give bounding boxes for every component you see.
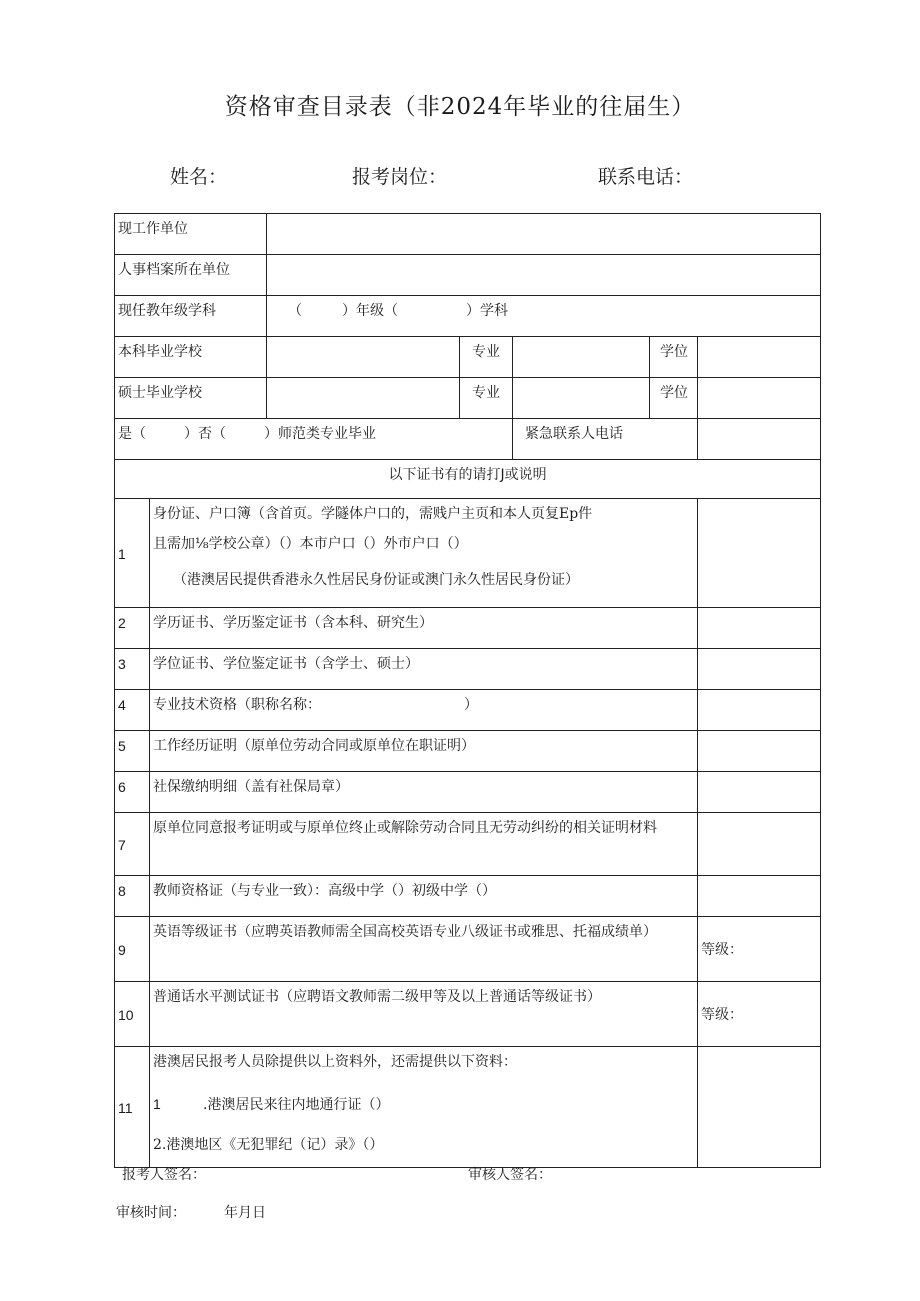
item-description: 英语等级证书（应聘英语教师需全国高校英语专业八级证书或雅思、托福成绩单） xyxy=(150,917,698,982)
master-degree-field[interactable] xyxy=(698,378,821,419)
teaching-grade-text: ）年级（ xyxy=(342,303,398,319)
qualification-table xyxy=(114,213,821,1168)
item-9-grade[interactable]: 等级： xyxy=(698,917,821,982)
item-number: 10 xyxy=(115,982,150,1047)
item-description xyxy=(150,1047,698,1168)
normal-no-text: ）否（ xyxy=(184,426,226,442)
item-5-check[interactable] xyxy=(698,731,821,772)
master-degree-label: 学位 xyxy=(650,378,698,419)
row-teaching xyxy=(115,296,821,337)
section-title: 以下证书有的请打J或说明 xyxy=(115,460,821,499)
item-row-4 xyxy=(115,690,821,731)
item-11-line-2 xyxy=(153,1093,694,1116)
teaching-label: 现任教年级学科 xyxy=(115,296,267,337)
master-school-label: 硕士毕业学校 xyxy=(115,378,267,419)
page-title: 资格审查目录表（非2024年毕业的往届生） xyxy=(224,94,696,120)
item-description xyxy=(150,499,698,608)
undergrad-school-label: 本科毕业学校 xyxy=(115,337,267,378)
item-row-5 xyxy=(115,731,821,772)
item-row-6 xyxy=(115,772,821,813)
item-number: 11 xyxy=(115,1047,150,1168)
item-1-line-3: （港澳居民提供香港永久性居民身份证或澳门永久性居民身份证） xyxy=(173,572,579,588)
teaching-field[interactable] xyxy=(267,296,821,337)
row-current-work-unit xyxy=(115,214,821,255)
row-section-title xyxy=(115,460,821,499)
item-row-1 xyxy=(115,499,821,608)
reviewer-sign-label: 审核人签名： xyxy=(468,1167,552,1183)
current-work-unit-label: 现工作单位 xyxy=(115,214,267,255)
item-7-check[interactable] xyxy=(698,813,821,876)
item-2-check[interactable] xyxy=(698,608,821,649)
item-description: 原单位同意报考证明或与原单位终止或解除劳动合同且无劳动纠纷的相关证明材料 xyxy=(150,813,698,876)
item-row-11 xyxy=(115,1047,821,1168)
emergency-contact-label: 紧急联系人电话 xyxy=(513,419,698,460)
archive-unit-field[interactable] xyxy=(267,255,821,296)
master-school-field[interactable] xyxy=(267,378,460,419)
item-number: 3 xyxy=(115,649,150,690)
undergrad-degree-label: 学位 xyxy=(650,337,698,378)
item-row-3 xyxy=(115,649,821,690)
archive-unit-label: 人事档案所在单位 xyxy=(115,255,267,296)
phone-label: 联系电话： xyxy=(598,166,694,188)
item-number: 9 xyxy=(115,917,150,982)
item-number: 7 xyxy=(115,813,150,876)
normal-yes-text: 是（ xyxy=(118,426,146,442)
item-number: 2 xyxy=(115,608,150,649)
item-1-line-1: 身份证、户口簿（含首页。学隧体户口的，需贱户主页和本人页复Ep件 xyxy=(153,506,593,522)
item-description: 学历证书、学历鉴定证书（含本科、研究生） xyxy=(150,608,698,649)
item-row-7 xyxy=(115,813,821,876)
review-date-text: 年月日 xyxy=(224,1205,266,1221)
item-11-line-1: 港澳居民报考人员除提供以上资料外，还需提供以下资料： xyxy=(153,1054,517,1070)
item-number: 1 xyxy=(115,499,150,608)
item-row-9 xyxy=(115,917,821,982)
undergrad-major-field[interactable] xyxy=(513,337,650,378)
row-undergrad xyxy=(115,337,821,378)
item-1-line-2: 且需加⅛学校公章）（）本市户口（）外市户口（） xyxy=(153,536,468,552)
item-11-line-2-num: 1 xyxy=(153,1096,161,1112)
item-10-grade[interactable]: 等级： xyxy=(698,982,821,1047)
item-description: 学位证书、学位鉴定证书（含学士、硕士） xyxy=(150,649,698,690)
item-description: 普通话水平测试证书（应聘语文教师需二级甲等及以上普通话等级证书） xyxy=(150,982,698,1047)
undergrad-degree-field[interactable] xyxy=(698,337,821,378)
item-description: 工作经历证明（原单位劳动合同或原单位在职证明） xyxy=(150,731,698,772)
teaching-subject-text: ）学科 xyxy=(466,303,508,319)
item-11-check[interactable] xyxy=(698,1047,821,1168)
item-3-check[interactable] xyxy=(698,649,821,690)
item-4-text: 专业技术资格（职称名称： xyxy=(153,697,314,713)
undergrad-major-label: 专业 xyxy=(460,337,513,378)
teaching-paren-open: （ xyxy=(288,303,302,319)
item-number: 8 xyxy=(115,876,150,917)
item-4-text-end: ） xyxy=(464,697,478,713)
item-1-check[interactable] xyxy=(698,499,821,608)
item-row-2 xyxy=(115,608,821,649)
item-number: 5 xyxy=(115,731,150,772)
review-time-label: 审核时间： xyxy=(116,1205,186,1221)
item-row-8 xyxy=(115,876,821,917)
post-label: 报考岗位： xyxy=(352,166,448,188)
emergency-contact-field[interactable] xyxy=(698,419,821,460)
item-11-line-3: 2.港澳地区《无犯罪纪（记）录》（） xyxy=(153,1137,384,1153)
undergrad-school-field[interactable] xyxy=(267,337,460,378)
item-number: 6 xyxy=(115,772,150,813)
row-normal-major xyxy=(115,419,821,460)
item-8-check[interactable] xyxy=(698,876,821,917)
normal-major-field[interactable] xyxy=(115,419,513,460)
row-master xyxy=(115,378,821,419)
item-description: 教师资格证（与专业一致）：高级中学（）初级中学（） xyxy=(150,876,698,917)
row-archive-unit xyxy=(115,255,821,296)
applicant-sign-label: 报考人签名： xyxy=(122,1167,206,1183)
normal-tail-text: ）师范类专业毕业 xyxy=(264,426,376,442)
master-major-label: 专业 xyxy=(460,378,513,419)
item-4-check[interactable] xyxy=(698,690,821,731)
item-11-line-2-text: .港澳居民来往内地通行证（） xyxy=(203,1097,390,1113)
current-work-unit-field[interactable] xyxy=(267,214,821,255)
item-6-check[interactable] xyxy=(698,772,821,813)
item-number: 4 xyxy=(115,690,150,731)
name-label: 姓名： xyxy=(170,166,228,188)
item-description: 社保缴纳明细（盖有社保局章） xyxy=(150,772,698,813)
master-major-field[interactable] xyxy=(513,378,650,419)
item-row-10 xyxy=(115,982,821,1047)
item-description xyxy=(150,690,698,731)
